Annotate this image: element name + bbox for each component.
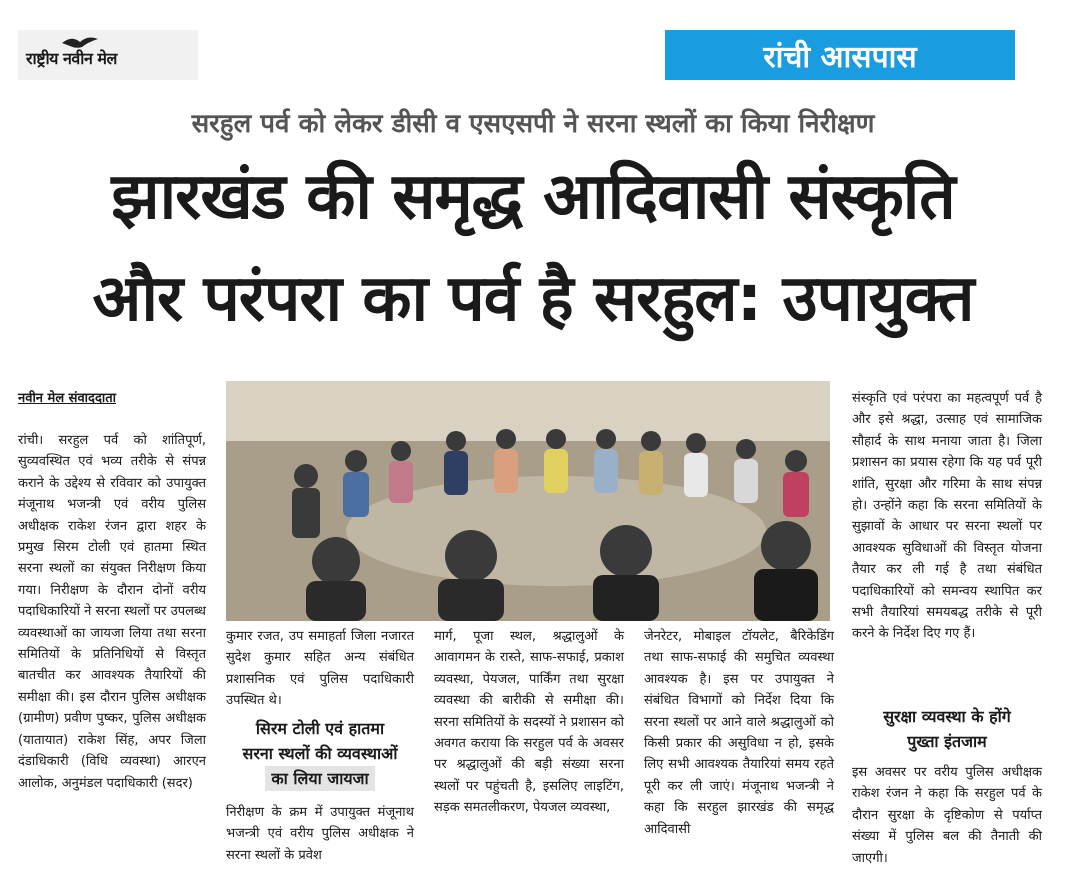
article-column-4: जेनरेटर, मोबाइल टॉयलेट, बैरिकेडिंग तथा साफ-सफाई की समुचित व्यवस्था आवश्यक है। इस पर उपायुक्त ने संबंधित विभागों को निर्देश दिया कि सरना स्थलों पर आने वाले श्रद्धालुओं को किसी प्रकार की असुविधा न हो, इसके लिए सभी आवश्यक तैयारियां समय रहते पूरी कर ली जाएं। मंजूनाथ भजन्त्री ने कहा कि सरहुल झारखंड की समृद्ध आदिवासी xyxy=(644,629,834,837)
subhead-2 xyxy=(852,704,1042,754)
subhead-2-line-2: पुख्ता इंतजाम xyxy=(907,732,987,751)
subhead-1-line-3: का लिया जायजा xyxy=(265,766,374,791)
kicker: सरहुल पर्व को लेकर डीसी व एसएसपी ने सरना स्थलों का किया निरीक्षण xyxy=(191,109,875,139)
article-column-5-continued: इस अवसर पर वरीय पुलिस अधीक्षक राकेश रंजन ने कहा कि सरहुल पर्व के दौरान सुरक्षा के दृष्टिकोण से पर्याप्त संख्या में पुलिस बल की तैनाती की जाएगी। xyxy=(852,765,1042,866)
article-column-1: रांची। सरहुल पर्व को शांतिपूर्ण, सुव्यवस्थित एवं भव्य तरीके से संपन्न कराने के उद्देश्य से रविवार को उपायुक्त मंजूनाथ भजन्त्री एवं वरीय पुलिस अधीक्षक राकेश रंजन द्वारा शहर के प्रमुख सिरम टोली एवं हातमा स्थित सरना स्थलों का संयुक्त निरीक्षण किया गया। निरीक्षण के दौरान दोनों वरीय पदाधिकारियों ने सरना स्थलों पर उपलब्ध व्यवस्थाओं का जायजा लिया तथा सरना समितियों के प्रतिनिधियों से विस्तृत बातचीत कर आवश्यक तैयारियों की समीक्षा की। इस दौरान पुलिस अधीक्षक (ग्रामीण) प्रवीण पुष्कर, पुलिस अधीक्षक (यातायात) राकेश सिंह, अपर जिला दंडाधिकारी (विधि व्यवस्था) आरएन आलोक, अनुमंडल पदाधिकारी (सदर) xyxy=(18,433,206,791)
headline-line-2: और परंपरा का पर्व है सरहुल: उपायुक्त xyxy=(92,262,974,336)
subhead-2-line-1: सुरक्षा व्यवस्था के होंगे xyxy=(883,707,1011,726)
article-column-5: संस्कृति एवं परंपरा का महत्वपूर्ण पर्व है और इसे श्रद्धा, उत्साह एवं सामाजिक सौहार्द के साथ मनाया जाता है। जिला प्रशासन का प्रयास रहेगा कि यह पर्व पूरी शांति, सुरक्षा और गरिमा के साथ संपन्न हो। उन्होंने कहा कि सरना समितियों के सुझावों के आधार पर सरना स्थलों पर आवश्यक सुविधाओं की विस्तृत योजना तैयार कर ली गई है तथा संबंधित पदाधिकारियों को समन्वय स्थापित कर सभी तैयारियां समयबद्ध तरीके से पूरी करने के निर्देश दिए गए हैं। xyxy=(852,391,1042,642)
subhead-1-line-2: सरना स्थलों की व्यवस्थाओं xyxy=(242,744,398,763)
article-column-2: कुमार रजत, उप समाहर्ता जिला नजारत सुदेश कुमार सहित अन्य संबंधित प्रशासनिक एवं पुलिस पदाधिकारी उपस्थित थे। xyxy=(226,629,414,709)
masthead-title: राष्ट्रीय नवीन मेल xyxy=(26,49,117,68)
subhead-1-line-1: सिरम टोली एवं हातमा xyxy=(255,719,385,738)
section-label: रांची आसपास xyxy=(665,30,1015,80)
article-column-3: मार्ग, पूजा स्थल, श्रद्धालुओं के आवागमन के रास्ते, साफ-सफाई, प्रकाश व्यवस्था, पेयजल, पार्किंग तथा सुरक्षा व्यवस्था की बारीकी से समीक्षा की। सरना समितियों के सदस्यों ने प्रशासन को अवगत कराया कि सरहुल पर्व के अवसर पर श्रद्धालुओं की बड़ी संख्या सरना स्थलों पर पहुंचती है, इसलिए लाइटिंग, सड़क समतलीकरण, पेयजल व्यवस्था, xyxy=(434,629,624,816)
news-photo xyxy=(226,381,830,621)
article-column-2-continued: निरीक्षण के क्रम में उपायुक्त मंजूनाथ भजन्त्री एवं वरीय पुलिस अधीक्षक ने सरना स्थलों के प्रवेश xyxy=(226,805,414,863)
byline: नवीन मेल संवाददाता xyxy=(18,391,116,406)
subhead-1 xyxy=(226,716,414,791)
headline-line-1: झारखंड की समृद्ध आदिवासी संस्कृति xyxy=(111,160,955,234)
